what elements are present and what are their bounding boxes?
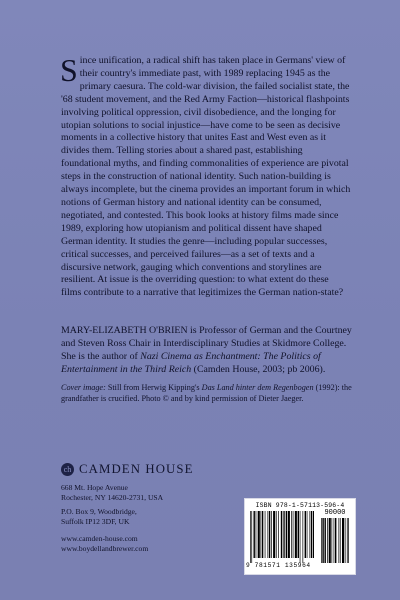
- barcode-bar: [250, 511, 251, 563]
- addon-code: 90000: [324, 509, 346, 517]
- address-line: Suffolk IP12 3DF, UK: [61, 516, 130, 526]
- barcode-bar: [325, 518, 326, 563]
- ean-barcode-bars: [250, 511, 314, 563]
- us-address: [61, 483, 221, 502]
- barcode-bar: [307, 511, 308, 558]
- barcode-bar: [313, 511, 314, 558]
- publisher-logo: [61, 461, 211, 477]
- barcode-bar: [298, 511, 299, 558]
- barcode-bar: [347, 518, 348, 563]
- uk-address: [61, 507, 221, 526]
- barcode-bar: [286, 511, 287, 558]
- book-description: [60, 52, 351, 300]
- barcode-bar: [310, 511, 311, 558]
- publisher-websites: [61, 534, 221, 553]
- address-line: 668 Mt. Hope Avenue: [61, 483, 128, 492]
- barcode-bar: [281, 511, 282, 558]
- barcode-bar: [321, 518, 322, 563]
- barcode-bar: [332, 518, 333, 563]
- barcode-bar: [305, 511, 306, 558]
- ean-number: 9 781571 135964: [246, 562, 311, 569]
- credit-text-1: Still from Herwig Kipping's: [105, 383, 202, 392]
- barcode-bar: [300, 511, 301, 563]
- barcode-bar: [262, 511, 263, 558]
- credit-text-2: (1992): the grandfather is crucified. Photo © and by kind permission of Dieter Jaeger.: [61, 383, 352, 403]
- barcode-bar: [276, 511, 277, 558]
- credit-label: Cover image:: [61, 383, 106, 392]
- barcode-bar: [342, 518, 344, 563]
- barcode-bar: [278, 511, 279, 558]
- barcode-bar: [268, 511, 269, 558]
- barcode-bar: [273, 511, 275, 558]
- barcode-bar: [340, 518, 341, 563]
- barcode-bar: [335, 518, 336, 563]
- barcode-bar: [322, 518, 323, 563]
- barcode-bar: [256, 511, 257, 558]
- address-line: P.O. Box 9, Woodbridge,: [61, 507, 137, 516]
- isbn-label: ISBN 978-1-57113-596-4: [255, 502, 345, 509]
- barcode-bar: [271, 511, 272, 558]
- bio-text-1: MARY-ELIZABETH O'BRIEN is Professor of German and the Courtney and Steven Ross Chair in Interdisciplinary Studies at Skidmore College. She is the author of: [61, 325, 352, 362]
- website-link[interactable]: www.boydellandbrewer.com: [61, 543, 149, 553]
- barcode-bar: [265, 511, 266, 558]
- barcode-bar: [303, 511, 304, 563]
- barcode-bar: [348, 518, 349, 563]
- barcode-bar: [251, 511, 252, 563]
- barcode-bar: [254, 511, 255, 558]
- barcode-bar: [291, 511, 292, 558]
- barcode-bar: [327, 518, 328, 563]
- cover-image-credit: [61, 383, 353, 404]
- addon-barcode-bars: [321, 518, 349, 563]
- credit-film-title: Das Land hinter dem Regenbogen: [201, 383, 314, 392]
- address-line: Rochester, NY 14620-2731, USA: [61, 492, 164, 502]
- barcode-bar: [345, 518, 346, 563]
- barcode-bar: [334, 518, 335, 563]
- website-link[interactable]: www.camden-house.com: [61, 534, 138, 543]
- bio-text-2: (Camden House, 2003; pb 2006).: [191, 363, 326, 375]
- description-text: ince unification, a radical shift has taken place in Germans' view of their country's immediate past, with 1989 replacing 1945 as the primary caesura. The cold-war division, the failed socialist state, the '68 student movement, and the Red Army Faction—historical flashpoints involving political oppression, civil disobedience, and the longing for utopian solutions to social injustice—have come to be seen as decisive moments in a collective history that unites East and West even as it divides them. Telling stories about a shared past, establishing foundational myths, and finding commonalities of experience are pivotal steps in the construction of national identity. Such nation-building is always incomplete, but the cinema provides an important forum in which notions of German history and national identity can be consumed, negotiated, and contested. This book looks at history films made since 1989, exploring how utopianism and political dissent have shaped German identity. It studies the genre—including popular successes, critical successes, and perceived failures—as a set of texts and a discursive network, gauging which conventions and storylines are resilient. At issue is the overriding question: to what extent do these films contribute to a narrative that legitimizes the German nation-state?: [61, 55, 351, 299]
- barcode-bar: [295, 511, 297, 558]
- barcode-bar: [269, 511, 270, 558]
- bio-book-title: Nazi Cinema as Enchantment: The Politics of Entertainment in the Third Reich: [61, 350, 321, 375]
- barcode-bar: [311, 511, 312, 558]
- barcode-bar: [288, 511, 290, 558]
- barcode-bar: [284, 511, 285, 558]
- drop-cap: S: [60, 52, 78, 88]
- camden-house-logo-icon: ch: [61, 463, 74, 476]
- barcode-bar: [293, 511, 294, 558]
- barcode-bar: [329, 518, 331, 563]
- barcode-bar: [258, 511, 260, 558]
- barcode-bar: [283, 511, 284, 558]
- author-bio: [61, 325, 353, 377]
- barcode-bar: [261, 511, 262, 558]
- publisher-name: CAMDEN HOUSE: [79, 462, 194, 476]
- barcode-bar: [339, 518, 340, 563]
- isbn-barcode: [244, 498, 356, 575]
